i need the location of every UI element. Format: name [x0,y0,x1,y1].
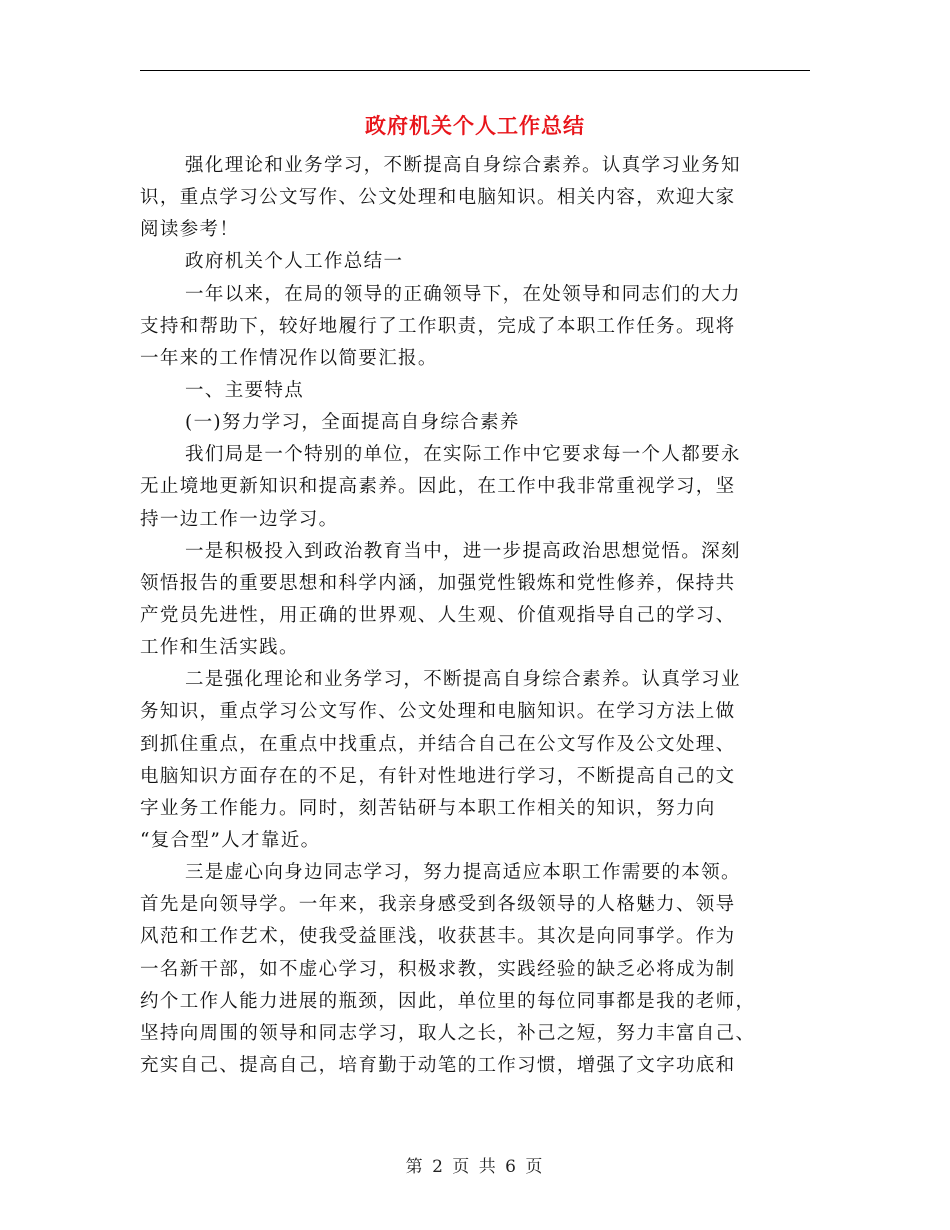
text-line: 我们局是一个特别的单位，在实际工作中它要求每一个人都要永 [185,444,741,466]
text-line: 政府机关个人工作总结一 [185,251,404,273]
text-line: 字业务工作能力。同时，刻苦钻研与本职工作相关的知识，努力向 [140,797,716,819]
text-line: 一、主要特点 [185,379,305,401]
text-line: 一年以来，在局的领导的正确领导下，在处领导和同志们的大力 [185,283,741,305]
text-line: 工作和生活实践。 [140,637,299,659]
text-line: 三是虚心向身边同志学习，努力提高适应本职工作需要的本领。 [185,862,741,884]
text-line: 电脑知识方面存在的不足，有针对性地进行学习，不断提高自己的文 [140,765,736,787]
text-line: 到抓住重点，在重点中找重点，并结合自己在公文写作及公文处理、 [140,733,736,755]
text-line: (一)努力学习，全面提高自身综合素养 [185,412,520,434]
text-line: 持一边工作一边学习。 [140,508,339,530]
text-line: 风范和工作艺术，使我受益匪浅，收获甚丰。其次是向同事学。作为 [140,926,736,948]
text-line: 一名新干部，如不虚心学习，积极求教，实践经验的缺乏必将成为制 [140,958,736,980]
text-line: 一年来的工作情况作以简要汇报。 [140,347,438,369]
page-footer: 第 2 页 共 6 页 [405,1157,545,1177]
text-line: 支持和帮助下，较好地履行了工作职责，完成了本职工作任务。现将 [140,315,736,337]
text-line: 产党员先进性，用正确的世界观、人生观、价值观指导自己的学习、 [140,604,736,626]
text-line: 充实自己、提高自己，培育勤于动笔的工作习惯，增强了文字功底和 [140,1054,736,1076]
document-body [140,150,820,1082]
header-rule [140,70,810,71]
text-line: 二是强化理论和业务学习，不断提高自身综合素养。认真学习业 [185,669,741,691]
text-line: 务知识，重点学习公文写作、公文处理和电脑知识。在学习方法上做 [140,701,736,723]
text-line: 约个工作人能力进展的瓶颈，因此，单位里的每位同事都是我的老师， [140,990,756,1012]
text-line: 阅读参考！ [140,219,240,241]
text-line: 一是积极投入到政治教育当中，进一步提高政治思想觉悟。深刻 [185,540,741,562]
document-title: 政府机关个人工作总结 [365,113,585,138]
text-line: 首先是向领导学。一年来，我亲身感受到各级领导的人格魅力、领导 [140,894,736,916]
text-line: 强化理论和业务学习，不断提高自身综合素养。认真学习业务知 [185,155,741,176]
text-line: 无止境地更新知识和提高素养。因此，在工作中我非常重视学习，坚 [140,476,736,498]
text-line: 识，重点学习公文写作、公文处理和电脑知识。相关内容，欢迎大家 [140,187,736,209]
text-line: 领悟报告的重要思想和科学内涵，加强党性锻炼和党性修养，保持共 [140,572,736,594]
text-line: “复合型”人才靠近。 [140,829,321,851]
text-line: 坚持向周围的领导和同志学习，取人之长，补己之短，努力丰富自己、 [140,1022,756,1044]
